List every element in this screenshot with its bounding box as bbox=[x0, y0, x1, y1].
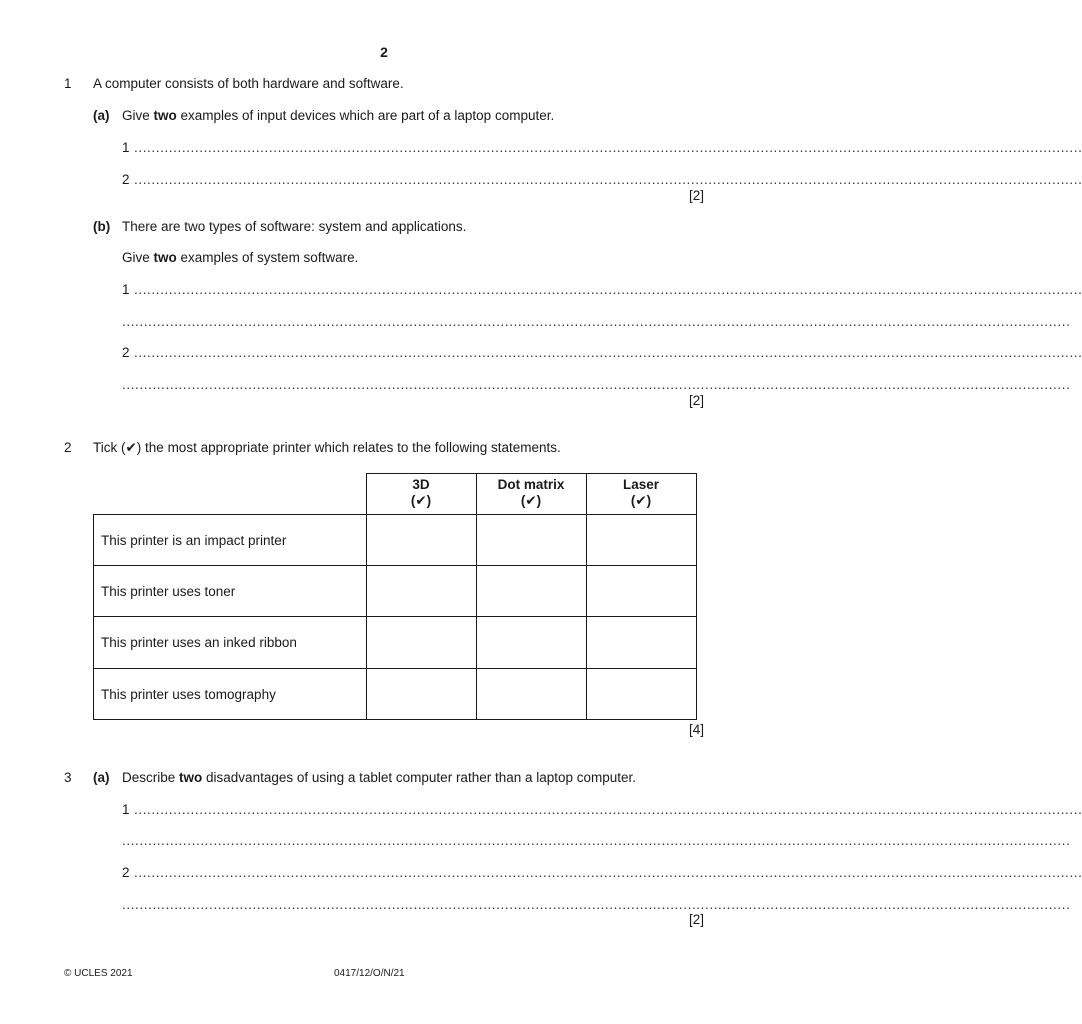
table-row bbox=[94, 515, 697, 566]
question-3a-label: (a) bbox=[93, 770, 110, 785]
question-2-number: 2 bbox=[64, 440, 72, 455]
statement-cell: This printer uses toner bbox=[94, 566, 367, 617]
answer-line-number: 1 bbox=[122, 282, 130, 297]
question-2-stem: Tick (✔) the most appropriate printer which relates to the following statements. bbox=[93, 440, 561, 455]
answer-line[interactable]: .......................................................................................................................................................................................................................... bbox=[122, 377, 1071, 392]
printer-table bbox=[93, 473, 697, 720]
question-3a-text: Describe two disadvantages of using a tablet computer rather than a laptop computer. bbox=[122, 770, 637, 785]
marks-1b: [2] bbox=[688, 393, 704, 408]
answer-line[interactable]: .......................................................................................................................................................................................................................... bbox=[122, 833, 1071, 848]
answer-line[interactable]: .......................................................................................................................................................................................................................... bbox=[134, 140, 1082, 155]
answer-line[interactable]: .......................................................................................................................................................................................................................... bbox=[134, 282, 1082, 297]
statement-cell: This printer uses tomography bbox=[94, 669, 367, 720]
answer-line[interactable]: .......................................................................................................................................................................................................................... bbox=[134, 345, 1082, 360]
answer-line-number: 2 bbox=[122, 865, 130, 880]
answer-line-number: 1 bbox=[122, 802, 130, 817]
question-3-number: 3 bbox=[64, 770, 72, 785]
marks-3a: [2] bbox=[688, 912, 704, 927]
question-1a-text: Give two examples of input devices which are part of a laptop computer. bbox=[122, 108, 555, 123]
page-number: 2 bbox=[380, 44, 388, 60]
tick-cell[interactable] bbox=[586, 515, 696, 566]
answer-line[interactable]: .......................................................................................................................................................................................................................... bbox=[122, 897, 1071, 912]
tick-cell[interactable] bbox=[476, 669, 586, 720]
answer-line-number: 1 bbox=[122, 140, 130, 155]
question-1a-label: (a) bbox=[93, 108, 110, 123]
question-1b-text: There are two types of software: system and applications. bbox=[122, 219, 467, 234]
tick-cell[interactable] bbox=[586, 617, 696, 669]
footer-paper-code: 0417/12/O/N/21 bbox=[334, 968, 405, 979]
answer-line[interactable]: .......................................................................................................................................................................................................................... bbox=[134, 802, 1082, 817]
tick-cell[interactable] bbox=[366, 617, 476, 669]
tick-cell[interactable] bbox=[366, 566, 476, 617]
column-header-3d: 3D (✔) bbox=[366, 474, 476, 515]
statement-cell: This printer is an impact printer bbox=[94, 515, 367, 566]
tick-cell[interactable] bbox=[476, 566, 586, 617]
question-1-stem: A computer consists of both hardware and software. bbox=[93, 76, 404, 91]
answer-line[interactable]: .......................................................................................................................................................................................................................... bbox=[122, 314, 1071, 329]
footer-copyright: © UCLES 2021 bbox=[64, 968, 133, 979]
marks-2: [4] bbox=[688, 722, 704, 737]
table-row bbox=[94, 617, 697, 669]
question-1b-text-2: Give two examples of system software. bbox=[122, 250, 359, 265]
answer-line[interactable]: .......................................................................................................................................................................................................................... bbox=[134, 865, 1082, 880]
answer-line[interactable]: .......................................................................................................................................................................................................................... bbox=[134, 172, 1082, 187]
answer-line-number: 2 bbox=[122, 172, 130, 187]
table-row bbox=[94, 669, 697, 720]
question-1b-label: (b) bbox=[93, 219, 111, 234]
tick-cell[interactable] bbox=[476, 515, 586, 566]
tick-cell[interactable] bbox=[476, 617, 586, 669]
marks-1a: [2] bbox=[688, 188, 704, 203]
column-header-laser: Laser (✔) bbox=[586, 474, 696, 515]
table-row bbox=[94, 566, 697, 617]
question-1-number: 1 bbox=[64, 76, 72, 91]
tick-cell[interactable] bbox=[366, 515, 476, 566]
tick-cell[interactable] bbox=[366, 669, 476, 720]
tick-cell[interactable] bbox=[586, 669, 696, 720]
answer-line-number: 2 bbox=[122, 345, 130, 360]
column-header-dot-matrix: Dot matrix (✔) bbox=[476, 474, 586, 515]
statement-cell: This printer uses an inked ribbon bbox=[94, 617, 367, 669]
tick-cell[interactable] bbox=[586, 566, 696, 617]
table-corner bbox=[94, 474, 367, 515]
